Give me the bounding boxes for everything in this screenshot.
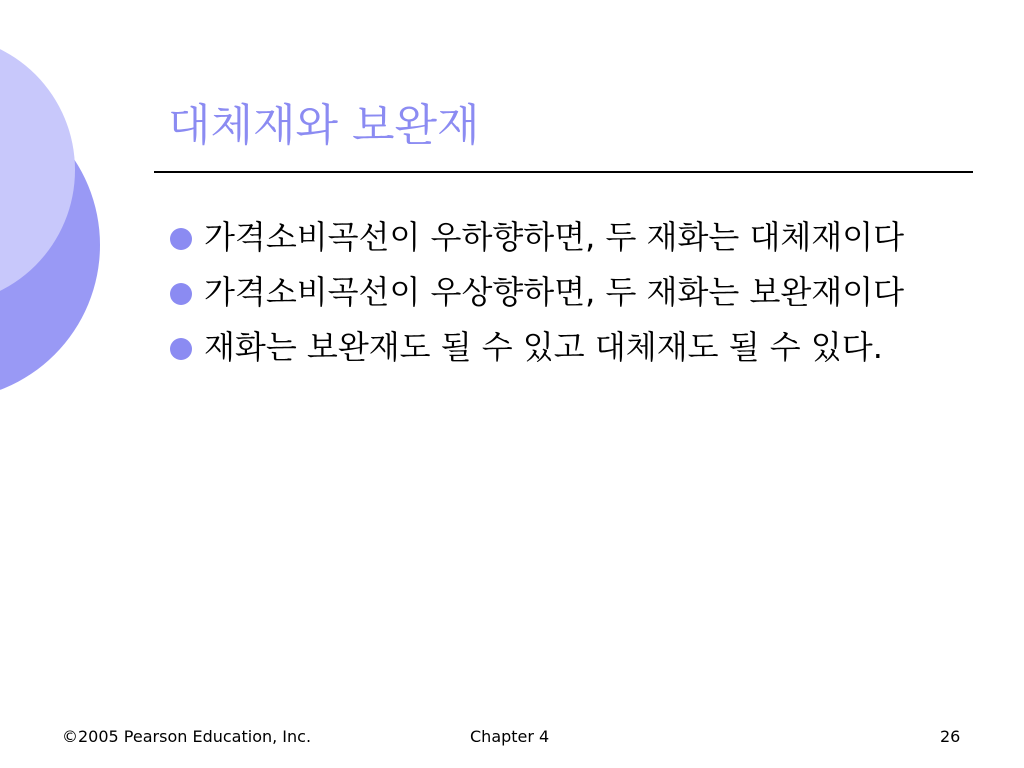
bullet-item	[168, 214, 928, 261]
footer-chapter: Chapter 4	[470, 727, 550, 746]
bullet-dot-icon	[170, 338, 192, 360]
bullet-list	[168, 214, 928, 379]
decorative-circles	[0, 0, 110, 410]
slide-title: 대체재와 보완재	[168, 100, 480, 151]
bullet-text: 가격소비곡선이 우하향하면, 두 재화는 대체재이다	[204, 218, 905, 256]
bullet-text: 가격소비곡선이 우상향하면, 두 재화는 보완재이다	[204, 273, 905, 311]
bullet-dot-icon	[170, 228, 192, 250]
footer-copyright: ©2005 Pearson Education, Inc.	[62, 727, 312, 746]
bullet-item	[168, 324, 928, 371]
bullet-item	[168, 269, 928, 316]
footer-page-number: 26	[940, 727, 961, 746]
bullet-text: 재화는 보완재도 될 수 있고 대체재도 될 수 있다.	[204, 328, 883, 366]
bullet-dot-icon	[170, 283, 192, 305]
title-divider	[154, 171, 973, 173]
